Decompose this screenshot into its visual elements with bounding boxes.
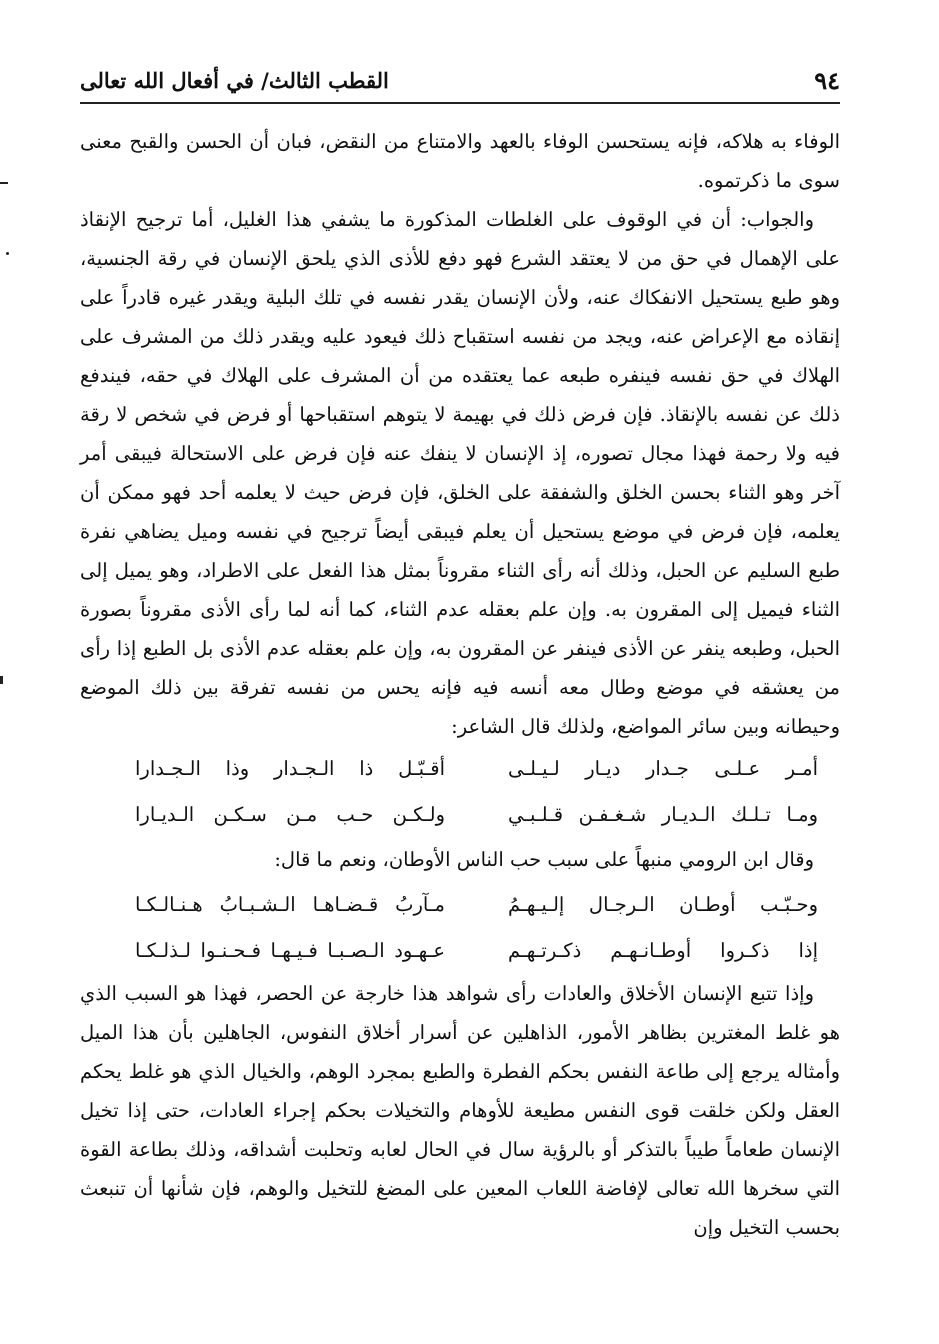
poem-verses-2	[80, 882, 840, 974]
verse-first-hemistich: وحـبّـب أوطـان الـرجـال إلـيـهـمُ	[508, 893, 818, 916]
page-body	[80, 122, 840, 1247]
verse-first-hemistich: ومـا تـلـك الـديـار شـغـفـن قـلـبـي	[508, 803, 818, 826]
verse-second-hemistich: عـهـود الـصـبـا فـيـهـا فـحـنـوا لـذلـكـا	[135, 939, 445, 962]
verse-second-hemistich: مـآربُ قـضـاهـا الـشـبـابُ هـنـالـكـا	[135, 893, 445, 916]
verse-line	[80, 882, 840, 928]
verse-introduction: وقال ابن الرومي منبهاً على سبب حب الناس الأوطان، ونعم ما قال:	[274, 848, 814, 871]
verse-second-hemistich: ولـكـن حـب مـن سـكـن الـديـارا	[135, 803, 445, 826]
running-title: القطب الثالث/ في أفعال الله تعالى	[80, 68, 389, 93]
verse-first-hemistich: إذا ذكـروا أوطـانـهـم ذكـرتـهـم	[508, 939, 818, 962]
paragraph-answer: والجواب: أن في الوقوف على الغلطات المذكورة ما يشفي هذا الغليل، أما ترجيح الإنقاذ على الإهمال في حق من لا يعتقد الشرع فهو دفع للأذى الذي يلحق الإنسان في رقة الجنسية، وهو طبع يستحيل الانفكاك عنه، ولأن الإنسان يقدر نفسه في تلك البلية ويقدر غيره قادراً على إنقاذه مع الإعراض عنه، ويجد من نفسه استقباح ذلك فيعود عليه ويقدر ذلك من المشرف على الهلاك في حق نفسه فينفره طبعه عما يعتقده من أن المشرف على الهلاك في حقه، فيندفع ذلك عن نفسه بالإنقاذ. فإن فرض ذلك في بهيمة لا يتوهم استقباحها أو فرض في شخص لا رقة فيه ولا رحمة فهذا مجال تصوره، إذ الإنسان لا ينفك عنه فإن فرض على الاستحالة فيبقى أمر آخر وهو الثناء بحسن الخلق والشفقة على الخلق، فإن فرض حيث لا يعلمه أحد فهو ممكن أن يعلمه، فإن فرض في موضع يستحيل أن يعلم فيبقى أيضاً ترجيح في نفسه وميل يضاهي نفرة طبع السليم عن الحبل، وذلك أنه رأى الثناء مقروناً بمثل هذا الفعل على الاطراد، وهو يميل إلى الثناء فيميل إلى المقرون به. وإن علم بعقله عدم الثناء، كما أنه لما رأى الأذى مقروناً بصورة الحبل، وطبعه ينفر عن الأذى فينفر عن المقرون به، وإن علم بعقله عدم الأذى بل الطبع إذا رأى من يعشقه في موضع وطال معه أنسه فيه فإنه يحس من نفسه تفرقة بين ذلك الموضع وحيطانه وبين سائر المواضع، ولذلك قال الشاعر:	[80, 208, 840, 738]
margin-dot-mark	[6, 252, 9, 255]
paragraph-continuation: الوفاء به هلاكه، فإنه يستحسن الوفاء بالعهد والامتناع من النقض، فبان أن الحسن والقبح معنى سوى ما ذكرتموه.	[80, 130, 840, 192]
margin-tick-mark	[0, 182, 8, 184]
page-number: ٩٤	[814, 66, 840, 95]
paragraph-closing: وإذا تتبع الإنسان الأخلاق والعادات رأى شواهد هذا خارجة عن الحصر، فهذا هو السبب الذي هو غلط المغترين بظاهر الأمور، الذاهلين عن أسرار أخلاق النفوس، الجاهلين بأن هذا الميل وأمثاله يرجع إلى طاعة النفس بحكم الفطرة والطبع بمجرد الوهم، والخيال الذي هو غلط يحكم العقل ولكن خلقت قوى النفس مطيعة للأوهام والتخيلات بحكم إجراء العادات، حتى إذا تخيل الإنسان طعاماً طيباً بالتذكر أو بالرؤية سال في الحال لعابه وتحلبت أشداقه، وذلك بطاعة القوة التي سخرها الله تعالى لإفاضة اللعاب المعين على المضغ للتخيل والوهم، فإن شأنها أن تنبعث بحسب التخيل وإن	[80, 982, 840, 1239]
poem-verses-1	[80, 746, 840, 838]
verse-line	[80, 746, 840, 792]
verse-second-hemistich: أقـبّـل ذا الـجـدار وذا الـجـدارا	[135, 757, 445, 780]
margin-tick-mark	[0, 676, 3, 684]
page-header	[80, 66, 840, 104]
verse-first-hemistich: أمـر عـلـى جـدار ديـار لـيـلـى	[508, 757, 818, 780]
verse-line	[80, 792, 840, 838]
verse-line	[80, 928, 840, 974]
